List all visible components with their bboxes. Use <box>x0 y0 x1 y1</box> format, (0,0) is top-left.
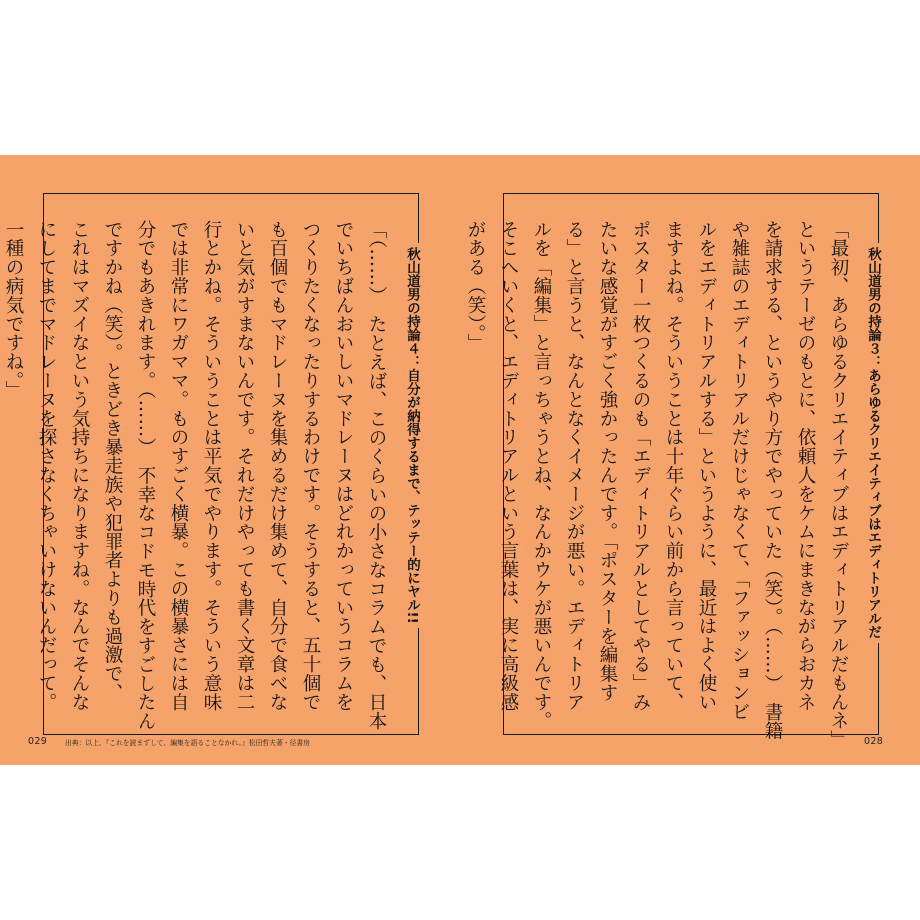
right-page-body: 「最初、あらゆるクリエイティブはエディトリアルだもんネ」 というテーゼのもとに、依頼人をケムにまきながらおカネ を請求する、というやり方でやっていた（笑）。（……） 書籍 や雑誌のエディトリアルだけじゃなくて、「ファッションビ ルをエディトリアルする」というように、最近はよく使い ますよね。そういうことは十年ぐらい前から言っていて、 ポスター一枚つくるのも「エディトリアルとしてやる」み たいな感覚がすごく強かったんです。「ポスターを編集す る」と言うと、なんとなくイメージが悪い。エディトリア ルを「編集」と言っちゃうとね、なんかウケが悪いんです。 そこへいくと、エディトリアルという言葉は、実に高級感 がある（笑）。」 <box>465 220 849 750</box>
left-page-heading: 秋山道男の持論４：自分が納得するまで、テッテー的にヤル!! <box>403 243 421 628</box>
right-page-number: 028 <box>864 736 884 747</box>
left-page-body: 「（……） たとえば、このくらいの小さなコラムでも、日本 でいちばんおいしいマドレーヌはどれかっていうコラムを つくりたくなったりするわけです。そうすると、五十個で も百個でもマドレーヌを集めるだけ集めて、自分で食べな いと気がすまないんです。それだけやっても書く文章は二 行とかね。そういうことは平気でやります。そういう意味 では非常にワガママ。ものすごく横暴。この横暴さには自 分でもあきれます。（……） 不幸なコドモ時代をすごしたん ですかね（笑）。ときどき暴走族や犯罪者よりも過激で、 これはマズイなという気持ちになりますね。なんでそんな にしてまでマドレーヌを探さなくちゃいけないんだって。 一種の病気ですね。」 <box>3 220 387 731</box>
source-note: 出典：以上、『これを読まずして、編集を語ることなかれ。』松田哲夫著・径書房 <box>65 739 310 747</box>
book-spread <box>0 155 920 765</box>
left-page-number: 029 <box>28 736 48 747</box>
right-page-heading: 秋山道男の持論３：あらゆるクリエイティブはエディトリアルだ <box>864 243 882 643</box>
